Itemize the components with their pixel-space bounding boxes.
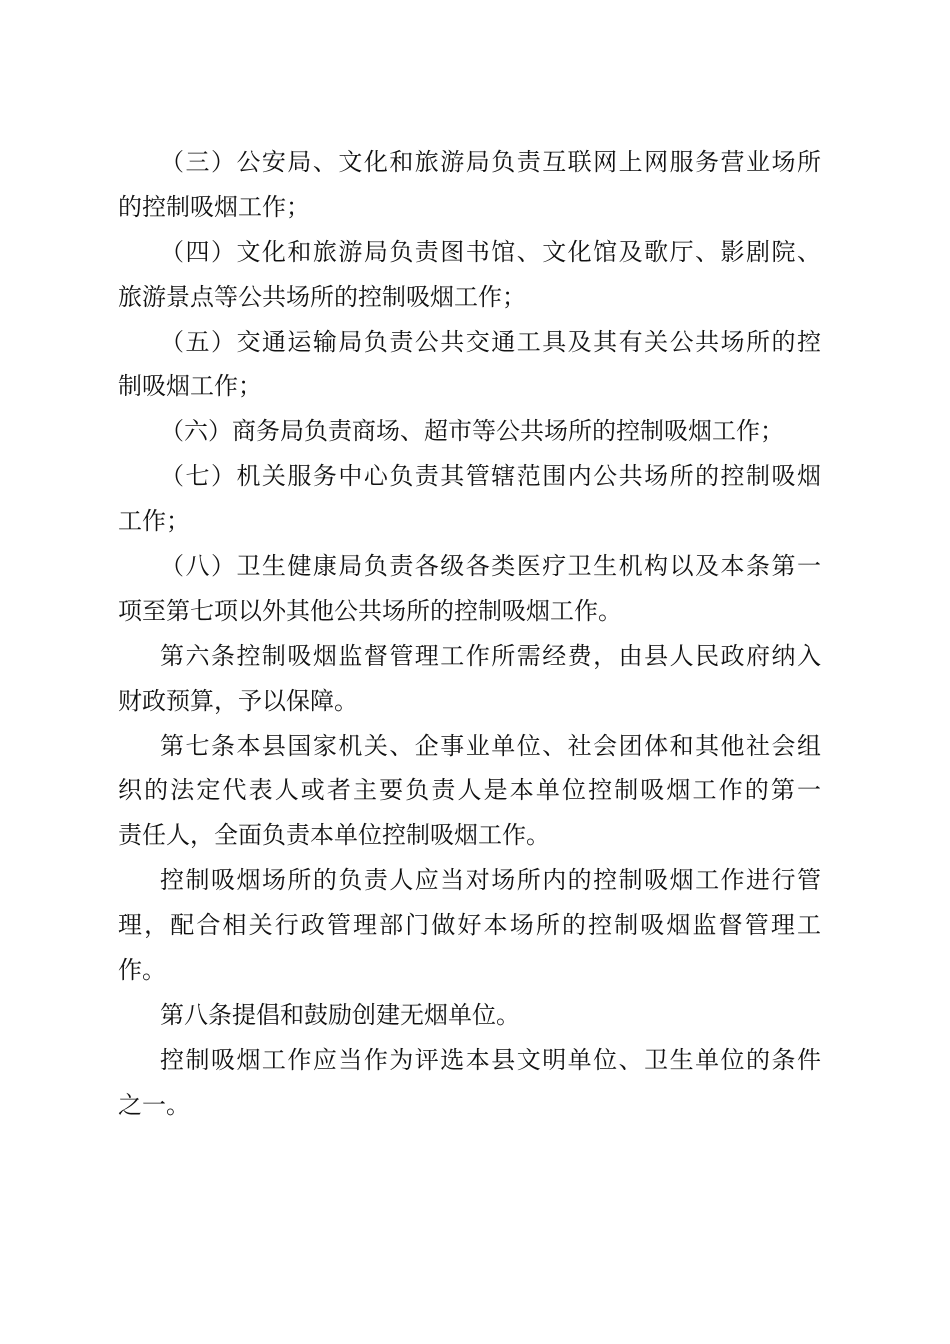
paragraph [118, 724, 821, 859]
paragraph [118, 993, 821, 1038]
text-line: 之一。 [118, 1090, 190, 1119]
text-line: 织的法定代表人或者主要负责人是本单位控制吸烟工作的第一 [118, 776, 821, 805]
paragraph [118, 544, 821, 634]
text-line: 工作； [118, 507, 190, 536]
text-line: （六）商务局负责商场、超市等公共场所的控制吸烟工作； [160, 417, 784, 446]
text-line: 作。 [118, 956, 166, 985]
text-line: （四）文化和旅游局负责图书馆、文化馆及歌厅、影剧院、 [160, 237, 821, 266]
paragraph [118, 858, 821, 993]
paragraph [118, 320, 821, 410]
text-line: 控制吸烟工作应当作为评选本县文明单位、卫生单位的条件 [160, 1045, 821, 1074]
document-page [118, 140, 821, 1128]
text-line: 第八条提倡和鼓励创建无烟单位。 [160, 1000, 520, 1029]
text-line: 制吸烟工作； [118, 372, 262, 401]
text-line: 责任人，全面负责本单位控制吸烟工作。 [118, 821, 550, 850]
text-line: 的控制吸烟工作； [118, 192, 310, 221]
text-line: （七）机关服务中心负责其管辖范围内公共场所的控制吸烟 [160, 462, 821, 491]
text-line: （八）卫生健康局负责各级各类医疗卫生机构以及本条第一 [160, 552, 821, 581]
text-line: 旅游景点等公共场所的控制吸烟工作； [118, 282, 526, 311]
paragraph [118, 454, 821, 544]
text-line: 第七条本县国家机关、企事业单位、社会团体和其他社会组 [160, 731, 821, 760]
paragraph [118, 1038, 821, 1128]
paragraph [118, 140, 821, 230]
text-line: 项至第七项以外其他公共场所的控制吸烟工作。 [118, 596, 622, 625]
text-line: （五）交通运输局负责公共交通工具及其有关公共场所的控 [160, 327, 821, 356]
paragraph [118, 230, 821, 320]
text-line: 控制吸烟场所的负责人应当对场所内的控制吸烟工作进行管 [160, 866, 821, 895]
text-line: （三）公安局、文化和旅游局负责互联网上网服务营业场所 [160, 148, 821, 176]
text-line: 第六条控制吸烟监督管理工作所需经费，由县人民政府纳入 [160, 641, 821, 670]
paragraph [118, 409, 821, 454]
text-line: 理，配合相关行政管理部门做好本场所的控制吸烟监督管理工 [118, 911, 821, 940]
text-line: 财政预算，予以保障。 [118, 686, 358, 715]
paragraph [118, 634, 821, 724]
